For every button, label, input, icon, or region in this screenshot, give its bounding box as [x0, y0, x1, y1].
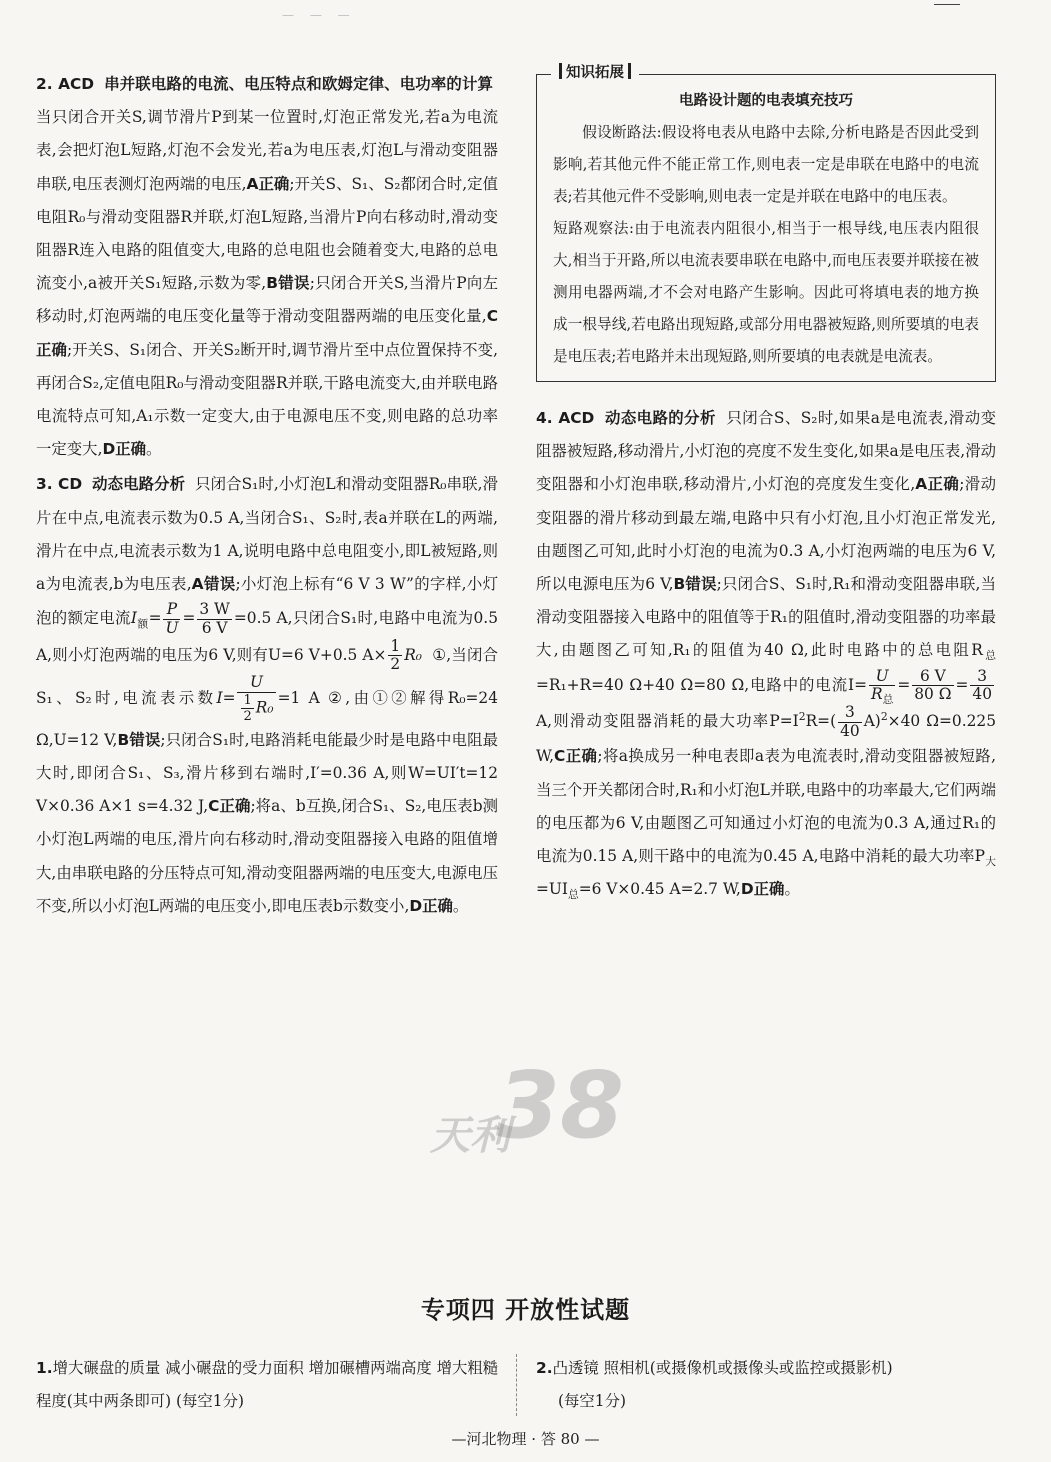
verdict: C正确: [208, 797, 251, 816]
answer-text: =UI: [536, 880, 568, 899]
fraction-half: [241, 693, 253, 724]
verdict: D正确: [740, 880, 785, 899]
fraction-u-over-half-r0: [237, 674, 275, 724]
box-subtitle: 电路设计题的电表填充技巧: [679, 93, 853, 109]
math-subscript: 总: [567, 888, 579, 902]
verdict: B错误: [266, 274, 310, 293]
answer-text: R=(: [805, 712, 837, 731]
answer-topic: 动态电路的分析: [605, 409, 716, 427]
answer-number: 3. CD: [36, 475, 83, 494]
fraction-denominator: 2: [243, 708, 252, 724]
answer-text: 增大碾盘的质量 减小碾盘的受力面积 增加碾槽两端高度 增大粗糙程度(其中两条即可) (每空1分): [36, 1359, 499, 1410]
math-symbol: R: [870, 685, 883, 704]
math-text: =: [148, 609, 162, 628]
answer-text: A): [863, 712, 881, 731]
verdict: C正确: [554, 747, 598, 766]
answer-text: =0.5 A,只闭合S₁时,电路中电流为0.5 A,则小灯泡两端的电压为6 V,则有U=6 V+0.5 A×: [36, 609, 498, 664]
fraction-current: [838, 704, 862, 740]
fraction-numerator: 1: [243, 692, 252, 708]
answer-text: A,则滑动变阻器消耗的最大功率P=I: [536, 712, 799, 731]
verdict: D正确: [102, 440, 147, 459]
fraction-numerator: 6 V: [912, 668, 953, 687]
verdict: C正确: [36, 307, 498, 359]
math-symbol: R₀: [255, 698, 274, 717]
math-subscript: 总: [982, 649, 996, 663]
math-superscript: 2: [798, 710, 806, 724]
fraction-numerator: P: [163, 601, 180, 620]
answer-text: ①,当闭合S₁、S₂时,电流表示数: [36, 645, 498, 707]
fraction-denominator: [237, 693, 275, 724]
fraction-denominator: 40: [840, 721, 860, 740]
math-text: I=: [216, 688, 236, 707]
answer-text: ;开关S、S₁、S₂都闭合时,定值电阻R₀与滑动变阻器R并联,灯泡L短路,当滑片P向右移动时,滑动变阻器R连入电路的阻值变大,电路的总电阻也会随着变大,电路的总电流变小,a被开关S₁短路,示数为零,: [36, 174, 498, 293]
answer-number: 2. ACD: [36, 75, 95, 93]
math-subscript: 大: [985, 855, 997, 869]
column-divider: [516, 1354, 517, 1416]
fraction-u-over-r-total: [869, 666, 895, 707]
answer-text: ;滑动变阻器的滑片移动到最左端,电路中只有小灯泡,且小灯泡正常发光,由题图乙可知,此时小灯泡的电流为0.3 A,小灯泡两端的电压为6 V,所以电源电压为6 V,: [536, 475, 996, 594]
fraction-half: [388, 638, 402, 674]
answer-text: ;将a、b互换,闭合S₁、S₂,电压表b测小灯泡L两端的电压,滑片向右移动时,滑动变阻器接入电路的阻值增大,由串联电路的分压特点可知,滑动变阻器两端的电压变大,电源电压不变,所以小灯泡L两端的电压变小,即电压表b示数变小,: [36, 797, 499, 915]
fraction-numerator: 3: [970, 668, 994, 687]
title-bar-left: [559, 63, 562, 79]
fraction-denominator: 40: [972, 685, 992, 704]
fraction-denominator: 2: [390, 655, 401, 674]
fraction-denominator: 80 Ω: [914, 685, 952, 704]
math-subscript: 总: [882, 693, 894, 707]
section-title: 专项四 开放性试题: [420, 1296, 631, 1324]
answer-text: ;只闭合S₁时,电路消耗电能最少时是电路中电阻最大时,即闭合S₁、S₃,滑片移到右端时,I′=0.36 A,则W=UI′t=12 V×0.36 A×1 s=4.32 J,: [36, 730, 499, 816]
answer-number: 2.: [536, 1359, 553, 1377]
verdict: A错误: [191, 575, 236, 594]
box-title: [551, 62, 639, 84]
left-column: [36, 68, 498, 923]
math-symbol: R₀: [404, 645, 422, 664]
answer-topic: 动态电路分析: [92, 475, 186, 494]
math-text: =: [955, 675, 969, 694]
answer-text: ;只闭合开关S,当滑片P向左移动时,灯泡两端的电压变化量等于滑动变阻器两端的电压变化量,: [36, 274, 498, 326]
fraction-numerator: U: [237, 674, 275, 693]
score-note: (每空1分): [558, 1392, 626, 1410]
math-text: =: [182, 609, 196, 628]
watermark-number: 38: [496, 1052, 625, 1159]
fraction-numerator: 3 W: [199, 600, 230, 619]
verdict: B错误: [673, 575, 717, 594]
answer-4: [536, 402, 996, 906]
answer-topic: 串并联电路的电流、电压特点和欧姆定律、电功率的计算: [104, 75, 494, 93]
verdict: A正确: [246, 174, 290, 193]
answer-text: ;小灯泡上标有“6 V 3 W”的字样,小灯泡的额定电流: [36, 575, 498, 628]
fraction-numerator: 3: [838, 704, 862, 723]
answer-text: ;开关S、S₁闭合、开关S₂断开时,调节滑片至中点位置保持不变,再闭合S₂,定值电阻R₀与滑动变阻器R并联,干路电流变大,由并联电路电流特点可知,A₁示数一定变大,由于电源电压不变,则电路的总功率一定变大,: [36, 340, 498, 459]
math-subscript: 额: [136, 617, 149, 631]
header-marks: — — —: [282, 8, 356, 22]
box-paragraph-1: 假设断路法:假设将电表从电路中去除,分析电路是否因此受到影响,若其他元件不能正常工作,则电表一定是串联在电路中的电流表;若其他元件不受影响,则电表一定是并联在电路中的电压表。: [553, 124, 979, 205]
watermark-text: 天利: [430, 1113, 510, 1159]
answer-text: ×40 Ω=0.225 W,: [536, 712, 996, 766]
verdict: D正确: [409, 896, 453, 915]
fraction-denominator: [869, 685, 895, 707]
fraction-current: [970, 668, 994, 704]
answer-text: 凸透镜 照相机(或摄像机或摄像头或监控或摄影机): [552, 1359, 893, 1377]
math-text: =: [897, 675, 911, 694]
answer-text: =1 A ②,由①②解得R₀=24 Ω,U=12 V,: [36, 688, 499, 749]
answer-number: 4. ACD: [536, 409, 595, 427]
answer-text: ;只闭合S、S₁时,R₁和滑动变阻器串联,当滑动变阻器接入电路中的阻值等于R₁的阻值时,滑动变阻器的功率最大,由题图乙可知,R₁的阻值为40 Ω,此时电路中的总电阻R: [536, 575, 996, 660]
open-question-1: [36, 1352, 506, 1418]
answer-text: ;将a换成另一种电表即a表为电流表时,滑动变阻器被短路,当三个开关都闭合时,R₁和小灯泡L并联,电路中的功率最大,它们两端的电压都为6 V,由题图乙可知通过小灯泡的电流为0.3 A,通过R₁的电流为0.15 A,则干路中的电流为0.45 A,电路中消耗的最大功率P: [536, 747, 997, 866]
answer-text: 只闭合S、S₂时,如果a是电流表,滑动变阻器被短路,移动滑片,小灯泡的亮度不发生变化,如果a是电压表,滑动变阻器和小灯泡串联,移动滑片,小灯泡的亮度发生变化,: [536, 409, 996, 494]
fraction-denominator: U: [165, 618, 179, 637]
title-bar-right: [628, 63, 631, 79]
fraction-denominator: 6 V: [201, 618, 228, 637]
page-footer: —河北物理 · 答 80 —: [451, 1430, 600, 1448]
header-rule: [934, 4, 960, 5]
box-title-text: 知识拓展: [566, 65, 624, 81]
answer-text: =R₁+R=40 Ω+40 Ω=80 Ω,电路中的电流I=: [536, 675, 867, 694]
fraction-voltage-over-resistance: [912, 668, 953, 704]
answer-3: [36, 468, 498, 923]
publisher-watermark: [430, 1052, 650, 1202]
box-paragraph-2: 短路观察法:由于电流表内阻很小,相当于一根导线,电压表内阻很大,相当于开路,所以电流表要串联在电路中,而电压表要并联接在被测用电器两端,才不会对电路产生影响。因此可将填电表的地方换成一根导线,若电路出现短路,或部分用电器被短路,则所要填的电表是电压表;若电路并未出现短路,则所要填的电表就是电流表。: [553, 220, 979, 365]
fraction-power-over-voltage: [197, 601, 232, 637]
answer-text: =6 V×0.45 A=2.7 W,: [578, 880, 741, 899]
answer-text: 。: [452, 896, 469, 915]
verdict: A正确: [915, 475, 960, 494]
right-column: [536, 65, 997, 906]
answer-text: 。: [146, 440, 162, 459]
verdict: B错误: [117, 730, 161, 749]
fraction-numerator: U: [869, 668, 895, 687]
answer-2: [36, 68, 498, 466]
knowledge-extension-box: [536, 65, 996, 382]
answer-number: 1.: [36, 1359, 53, 1377]
answer-text: 。: [784, 880, 800, 899]
math-symbol: I: [130, 609, 137, 628]
fraction-numerator: 1: [390, 636, 401, 655]
math-superscript: 2: [880, 710, 888, 724]
fraction-p-over-u: [163, 601, 180, 637]
answer-text: 当只闭合开关S,调节滑片P到某一位置时,灯泡正常发光,若a为电流表,会把灯泡L短路,灯泡不会发光,若a为电压表,灯泡L与滑动变阻器串联,电压表测灯泡两端的电压,: [36, 108, 498, 193]
answer-text: 只闭合S₁时,小灯泡L和滑动变阻器R₀串联,滑片在中点,电流表示数为0.5 A,当闭合S₁、S₂时,表a并联在L的两端,滑片在中点,电流表示数为1 A,说明电路中总电阻变小,即L被短路,则a为电流表,b为电压表,: [36, 475, 498, 594]
open-question-2: [536, 1352, 1006, 1418]
